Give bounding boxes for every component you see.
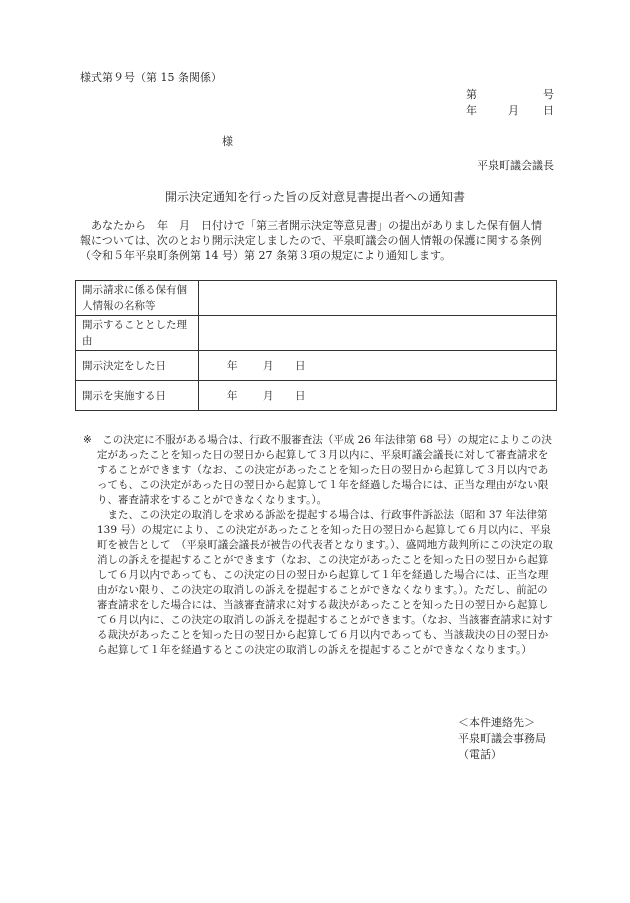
note-paragraph-review: この決定に不服がある場合は、行政不服審査法（平成 26 年法律第 68 号）の規定によりこの決定があったことを知った日の翌日から起算して３月以内に、平泉町議会議長に対して審査請求をすることができます（なお、この決定があったことを知った日の翌日から起算して３月以内であっても、この決定があった日の翌日から起算して１年を経過した場合には、正当な理由がない限り、審査請求をすることができなくなります。）。: [97, 434, 552, 506]
issue-date-row: [466, 103, 554, 119]
table-label-info-name: 開示請求に係る保有個人情報の名称等: [76, 281, 199, 316]
table-row: [76, 351, 557, 381]
implementation-date-day: 日: [295, 389, 306, 402]
addressee: 様: [222, 135, 233, 148]
contact-phone: （電話）: [458, 748, 502, 761]
contact-heading: ＜本件連絡先＞: [458, 716, 535, 729]
document-number-suffix: 号: [543, 88, 554, 101]
issue-date-month: 月: [508, 104, 519, 117]
sender: 平泉町議会議長: [477, 159, 554, 172]
table-row: [76, 381, 557, 411]
implementation-date-month: 月: [263, 389, 274, 402]
contact-block: [458, 715, 546, 763]
table-row: [76, 316, 557, 351]
document-number-row: [466, 87, 554, 103]
table-label-decision-date: 開示決定をした日: [76, 351, 199, 381]
note-paragraph-lawsuit: また、この決定の取消しを求める訴訟を提起する場合は、行政事件訴訟法（昭和 37 年法律第 139 号）の規定により、この決定があったことを知った日の翌日から起算して６月以内に、平泉町を被告として （平泉町議会議長が被告の代表者となります。）、盛岡地方裁判所にこの決定の取消しの訴えを提起することができます（なお、この決定があったことを知った日の翌日から起算して６月以内であっても、この決定の日の翌日から起算して１年を経過した場合には、正当な理由がない限り、この決定の取消しの訴えを提起することができなくなります。）。ただし、前記の審査請求をした場合には、当該審査請求に対する裁決があったことを知った日の翌日から起算して６月以内に、この決定の取消しの訴えを提起することができます。（なお、当該審査請求に対する裁決があったことを知った日の翌日から起算して６月以内であっても、当該裁決の日の翌日から起算して１年を経過するとこの決定の取消しの訴えを提起することができなくなります。）: [97, 509, 553, 656]
document-title: 開示決定通知を行った旨の反対意見書提出者への通知書: [164, 190, 465, 204]
table-value-implementation-date: [199, 381, 557, 411]
decision-date-day: 日: [295, 359, 306, 372]
table-row: [76, 281, 557, 316]
disclosure-info-table: [75, 280, 557, 411]
table-value-reason: [199, 316, 557, 351]
table-value-info-name: [199, 281, 557, 316]
note-mark: ※: [83, 434, 92, 446]
implementation-date-year: 年: [227, 389, 238, 402]
body-text: [80, 218, 550, 263]
contact-office: 平泉町議会事務局: [458, 732, 546, 745]
issue-date-year: 年: [466, 104, 477, 117]
body-paragraph: あなたから 年 月 日付けで「第三者開示決定等意見書」の提出がありました保有個人情報については、次のとおり開示決定しましたので、平泉町議会の個人情報の保護に関する条例（令和５年平泉町条例第 14 号）第 27 条第３項の規定により通知します。: [80, 219, 542, 262]
decision-date-year: 年: [227, 359, 238, 372]
document-number-date: [466, 87, 554, 119]
decision-date-month: 月: [263, 359, 274, 372]
document-number-prefix: 第: [466, 88, 477, 101]
table-value-decision-date: [199, 351, 557, 381]
form-number: 様式第９号（第 15 条関係）: [80, 71, 222, 84]
appeal-note: [83, 433, 555, 658]
table-label-reason: 開示することとした理由: [76, 316, 199, 351]
table-label-implementation-date: 開示を実施する日: [76, 381, 199, 411]
issue-date-day: 日: [543, 104, 554, 117]
